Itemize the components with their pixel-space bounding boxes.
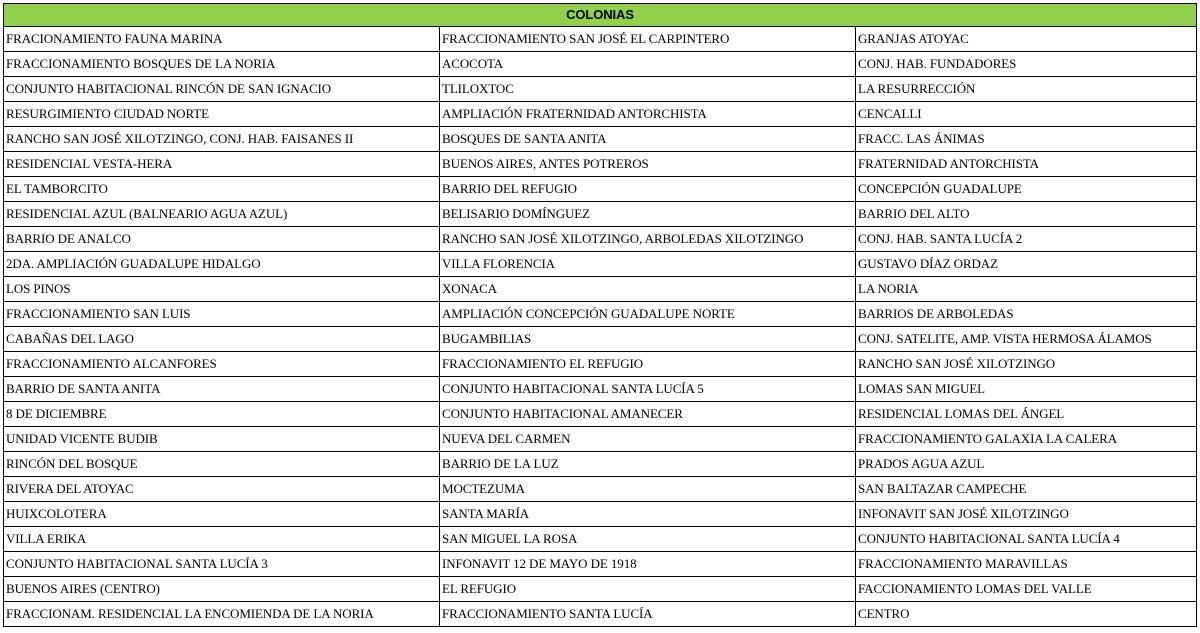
table-cell: RESURGIMIENTO CIUDAD NORTE (4, 102, 440, 127)
table-cell: BARRIO DE LA LUZ (440, 452, 856, 477)
table-cell: LA RESURRECCIÓN (856, 77, 1197, 102)
table-cell: SAN BALTAZAR CAMPECHE (856, 477, 1197, 502)
table-cell: CONJUNTO HABITACIONAL SANTA LUCÍA 4 (856, 527, 1197, 552)
table-cell: CONJUNTO HABITACIONAL RINCÓN DE SAN IGNACIO (4, 77, 440, 102)
table-row (4, 352, 1197, 377)
table-cell: FACCIONAMIENTO LOMAS DEL VALLE (856, 577, 1197, 602)
table-cell: RESIDENCIAL LOMAS DEL ÁNGEL (856, 402, 1197, 427)
table-row (4, 527, 1197, 552)
table-cell: EL TAMBORCITO (4, 177, 440, 202)
table-row (4, 552, 1197, 577)
table-row (4, 427, 1197, 452)
table-cell: FRACCIONAMIENTO SAN LUIS (4, 302, 440, 327)
table-cell: BARRIO DEL REFUGIO (440, 177, 856, 202)
table-cell: RESIDENCIAL AZUL (BALNEARIO AGUA AZUL) (4, 202, 440, 227)
table-row (4, 27, 1197, 52)
table-cell: RIVERA DEL ATOYAC (4, 477, 440, 502)
table-cell: CONJUNTO HABITACIONAL SANTA LUCÍA 3 (4, 552, 440, 577)
table-cell: PRADOS AGUA AZUL (856, 452, 1197, 477)
table-row (4, 377, 1197, 402)
table-cell: CONJUNTO HABITACIONAL SANTA LUCÍA 5 (440, 377, 856, 402)
table-cell: CONJ. HAB. SANTA LUCÍA 2 (856, 227, 1197, 252)
table-header: COLONIAS (4, 4, 1197, 27)
table-cell: CONJ. HAB. FUNDADORES (856, 52, 1197, 77)
table-cell: FRACC. LAS ÁNIMAS (856, 127, 1197, 152)
colonias-table (3, 3, 1197, 627)
table-cell: VILLA FLORENCIA (440, 252, 856, 277)
table-row (4, 177, 1197, 202)
table-row (4, 227, 1197, 252)
table-cell: INFONAVIT SAN JOSÉ XILOTZINGO (856, 502, 1197, 527)
table-cell: NUEVA DEL CARMEN (440, 427, 856, 452)
table-row (4, 302, 1197, 327)
table-cell: XONACA (440, 277, 856, 302)
table-body (4, 27, 1197, 627)
table-cell: RESIDENCIAL VESTA-HERA (4, 152, 440, 177)
table-cell: BARRIO DE SANTA ANITA (4, 377, 440, 402)
table-row (4, 202, 1197, 227)
table-row (4, 127, 1197, 152)
table-cell: RANCHO SAN JOSÉ XILOTZINGO, CONJ. HAB. FAISANES II (4, 127, 440, 152)
table-cell: FRACCIONAMIENTO EL REFUGIO (440, 352, 856, 377)
table-row (4, 577, 1197, 602)
table-cell: BUENOS AIRES (CENTRO) (4, 577, 440, 602)
table-cell: ACOCOTA (440, 52, 856, 77)
table-cell: INFONAVIT 12 DE MAYO DE 1918 (440, 552, 856, 577)
table-row (4, 52, 1197, 77)
table-cell: FRACCIONAMIENTO GALAXIA LA CALERA (856, 427, 1197, 452)
table-cell: SAN MIGUEL LA ROSA (440, 527, 856, 552)
header-row (4, 4, 1197, 27)
table-cell: 8 DE DICIEMBRE (4, 402, 440, 427)
table-cell: FRACCIONAMIENTO MARAVILLAS (856, 552, 1197, 577)
table-cell: RANCHO SAN JOSÉ XILOTZINGO, ARBOLEDAS XILOTZINGO (440, 227, 856, 252)
table-cell: FRACCIONAMIENTO SANTA LUCÍA (440, 602, 856, 627)
table-cell: CONJUNTO HABITACIONAL AMANECER (440, 402, 856, 427)
table-cell: AMPLIACIÓN CONCEPCIÓN GUADALUPE NORTE (440, 302, 856, 327)
table-cell: TLILOXTOC (440, 77, 856, 102)
table-row (4, 477, 1197, 502)
table-row (4, 602, 1197, 627)
table-cell: BARRIO DE ANALCO (4, 227, 440, 252)
table-row (4, 502, 1197, 527)
table-row (4, 327, 1197, 352)
table-cell: BARRIO DEL ALTO (856, 202, 1197, 227)
table-cell: MOCTEZUMA (440, 477, 856, 502)
table-cell: BUGAMBILIAS (440, 327, 856, 352)
table-cell: VILLA ERIKA (4, 527, 440, 552)
table-cell: LOS PINOS (4, 277, 440, 302)
table-cell: CENTRO (856, 602, 1197, 627)
table-cell: HUIXCOLOTERA (4, 502, 440, 527)
table-cell: GRANJAS ATOYAC (856, 27, 1197, 52)
table-cell: BARRIOS DE ARBOLEDAS (856, 302, 1197, 327)
table-cell: FRACCIONAM. RESIDENCIAL LA ENCOMIENDA DE LA NORIA (4, 602, 440, 627)
table-row (4, 277, 1197, 302)
table-cell: 2DA. AMPLIACIÓN GUADALUPE HIDALGO (4, 252, 440, 277)
table-cell: CONCEPCIÓN GUADALUPE (856, 177, 1197, 202)
table-cell: FRACIONAMIENTO FAUNA MARINA (4, 27, 440, 52)
table-cell: CENCALLI (856, 102, 1197, 127)
table-cell: LOMAS SAN MIGUEL (856, 377, 1197, 402)
table-cell: LA NORIA (856, 277, 1197, 302)
table-row (4, 252, 1197, 277)
table-cell: FRACCIONAMIENTO SAN JOSÉ EL CARPINTERO (440, 27, 856, 52)
table-cell: SANTA MARÍA (440, 502, 856, 527)
table-row (4, 452, 1197, 477)
table-cell: BUENOS AIRES, ANTES POTREROS (440, 152, 856, 177)
table-row (4, 102, 1197, 127)
table-cell: GUSTAVO DÍAZ ORDAZ (856, 252, 1197, 277)
table-cell: EL REFUGIO (440, 577, 856, 602)
table-cell: RINCÓN DEL BOSQUE (4, 452, 440, 477)
table-cell: BELISARIO DOMÍNGUEZ (440, 202, 856, 227)
table-cell: FRACCIONAMIENTO ALCANFORES (4, 352, 440, 377)
table-cell: CABAÑAS DEL LAGO (4, 327, 440, 352)
table-cell: RANCHO SAN JOSÉ XILOTZINGO (856, 352, 1197, 377)
table-cell: FRACCIONAMIENTO BOSQUES DE LA NORIA (4, 52, 440, 77)
table-row (4, 402, 1197, 427)
table-row (4, 152, 1197, 177)
table-cell: CONJ. SATELITE, AMP. VISTA HERMOSA ÁLAMOS (856, 327, 1197, 352)
table-cell: BOSQUES DE SANTA ANITA (440, 127, 856, 152)
table-cell: FRATERNIDAD ANTORCHISTA (856, 152, 1197, 177)
table-row (4, 77, 1197, 102)
table-cell: UNIDAD VICENTE BUDIB (4, 427, 440, 452)
table-cell: AMPLIACIÓN FRATERNIDAD ANTORCHISTA (440, 102, 856, 127)
